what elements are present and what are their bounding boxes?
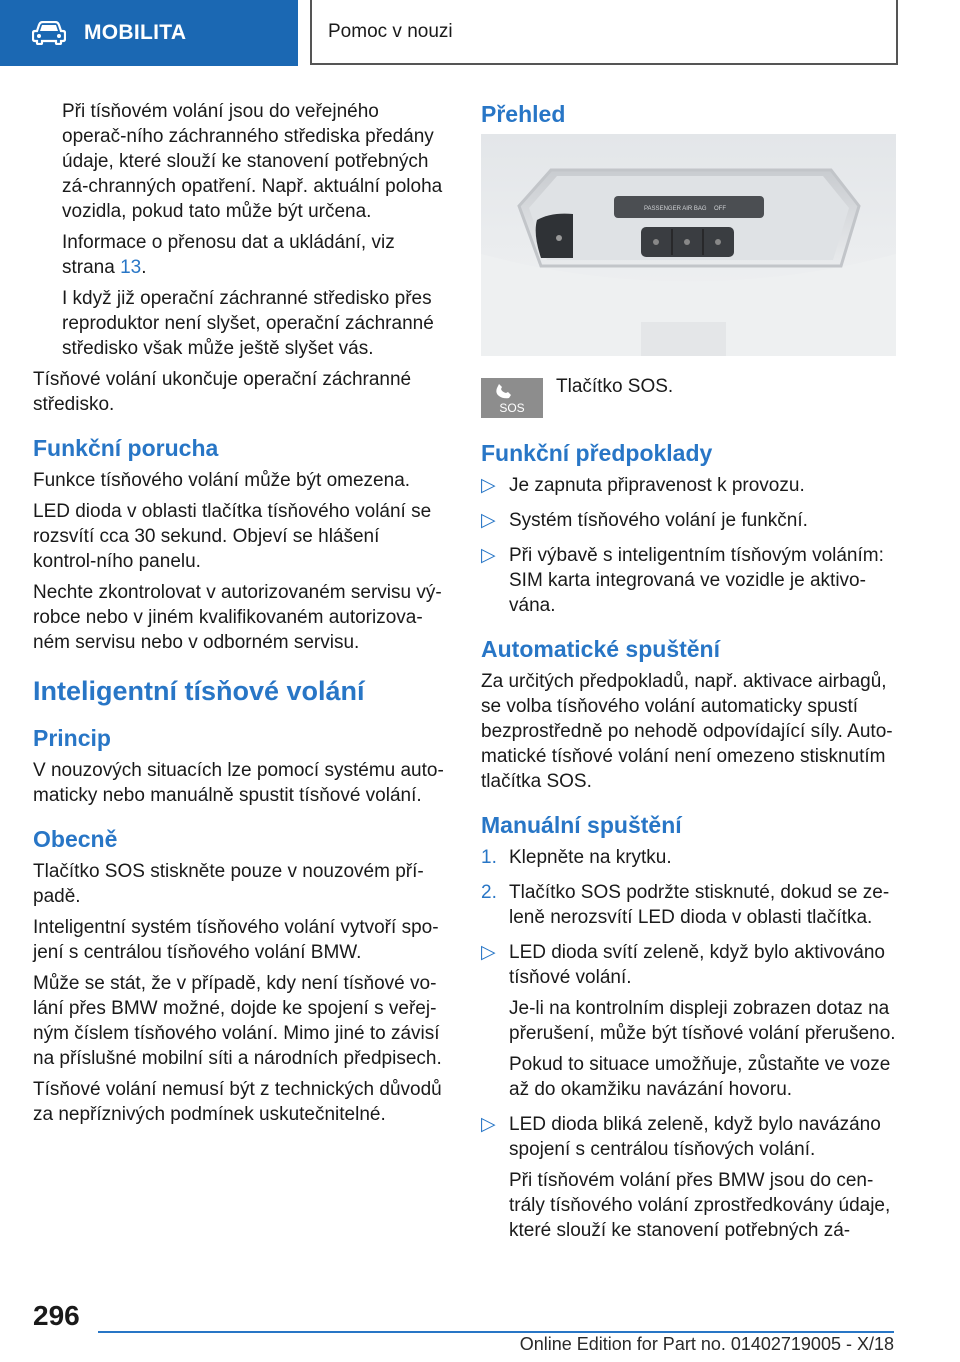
list-item-text: Systém tísňového volání je funkční. <box>509 510 808 531</box>
overhead-console-photo <box>481 134 896 356</box>
sos-legend <box>481 374 896 418</box>
sos-caption: Tlačítko SOS. <box>556 376 674 397</box>
paragraph: Při tísňovém volání jsou do veřejného operač-ního záchranného střediska předány údaje, které slouží ke stanovení potřebných zá-chranných opatření. Např. aktuální poloha vozidla, pokud tato může být určena. <box>62 101 443 222</box>
heading-automatic: Automatické spuštění <box>481 636 720 662</box>
sub-paragraph: Je-li na kontrolním displeji zobrazen dotaz na přerušení, může být tísňové volání přerušeno. <box>509 998 896 1044</box>
step-number: 2. <box>481 882 497 903</box>
list-item <box>481 880 896 930</box>
paragraph: Nechte zkontrolovat v autorizovaném servisu vý-robce nebo v jiném kvalifikovaném autorizova-ném servisu nebo v odborném servisu. <box>33 582 442 653</box>
photo-label: OFF <box>714 206 726 212</box>
heading-principle: Princip <box>33 725 111 751</box>
car-icon <box>32 21 66 45</box>
photo-label: PASSENGER AIR BAG <box>644 206 707 212</box>
heading-prerequisites: Funkční předpoklady <box>481 440 713 466</box>
list-item-text: LED dioda bliká zeleně, když bylo navázáno spojení s centrálou tísňových volání. <box>509 1114 881 1160</box>
heading-general: Obecně <box>33 826 118 852</box>
notes-list <box>481 940 896 1243</box>
paragraph: Tísňové volání nemusí být z technických důvodů za nepříznivých podmínek uskutečnitelné. <box>33 1079 442 1125</box>
footer-divider <box>98 1331 894 1333</box>
chapter-tab <box>310 0 898 65</box>
heading-overview: Přehled <box>481 101 566 127</box>
page-number: 296 <box>33 1300 80 1331</box>
paragraph: I když již operační záchranné středisko přes reproduktor není slyšet, operační záchranné středisko však může ještě slyšet vás. <box>62 288 434 359</box>
triangle-bullet-icon: ▷ <box>481 545 496 566</box>
list-item-text: Klepněte na krytku. <box>509 847 672 868</box>
paragraph: Funkce tísňového volání může být omezena. <box>33 470 411 491</box>
step-number: 1. <box>481 847 497 868</box>
paragraph: Za určitých předpokladů, např. aktivace airbagů, se volba tísňového volání automaticky spustí bezprostředně po nehodě odpovídající síly. Auto-matické tísňové volání není omezeno stisknutím tlačítka SOS. <box>481 671 893 792</box>
sub-paragraph: Při tísňovém volání přes BMW jsou do cen-trály tísňového volání zprostředkovány údaje, které slouží ke stanovení potřebných zá- <box>509 1170 891 1241</box>
list-item-text: Je zapnuta připravenost k provozu. <box>509 475 805 496</box>
list-item <box>481 508 896 533</box>
paragraph-text: Informace o přenosu dat a ukládání, viz strana <box>62 232 395 278</box>
edition-footer: Online Edition for Part no. 01402719005 - X/18 <box>519 1334 894 1354</box>
triangle-bullet-icon: ▷ <box>481 510 496 531</box>
chapter-title: Pomoc v nouzi <box>328 20 453 42</box>
paragraph-text: . <box>141 257 147 278</box>
left-column <box>33 99 448 1133</box>
list-item <box>481 940 896 1102</box>
section-tab <box>0 0 298 66</box>
paragraph: Tlačítko SOS stiskněte pouze v nouzovém pří-padě. <box>33 861 424 907</box>
paragraph: Může se stát, že v případě, kdy není tísňové vo-lání přes BMW možné, dojde ke spojení s veřej-ným číslem tísňového volání. Mimo jiné to závisí na příslušné mobilní síti a národních předpisech. <box>33 973 442 1069</box>
paragraph <box>33 230 448 280</box>
right-column <box>481 99 896 1253</box>
heading-manual: Manuální spuštění <box>481 812 682 838</box>
section-title: MOBILITA <box>84 21 187 44</box>
paragraph: Inteligentní systém tísňového volání vytvoří spo-jení s centrálou tísňového volání BMW. <box>33 917 439 963</box>
list-item <box>481 1112 896 1243</box>
heading-intelligent-call: Inteligentní tísňové volání <box>33 676 365 706</box>
list-item <box>481 845 896 870</box>
steps-list <box>481 845 896 930</box>
prerequisites-list <box>481 473 896 618</box>
triangle-bullet-icon: ▷ <box>481 942 496 963</box>
paragraph: Tísňové volání ukončuje operační záchranné středisko. <box>33 369 412 415</box>
list-item-text: Při výbavě s inteligentním tísňovým voláním: SIM karta integrovaná ve vozidle je aktivo-vána. <box>509 545 884 616</box>
heading-fault: Funkční porucha <box>33 435 219 461</box>
sub-paragraph: Pokud to situace umožňuje, zůstaňte ve voze až do okamžiku navázání hovoru. <box>509 1054 891 1100</box>
list-item-text: Tlačítko SOS podržte stisknuté, dokud se ze-leně nerozsvítí LED dioda v oblasti tlačítka. <box>509 882 890 928</box>
page-link[interactable]: 13 <box>120 257 142 278</box>
triangle-bullet-icon: ▷ <box>481 1114 496 1135</box>
sos-icon-text: SOS <box>499 401 525 415</box>
list-item-text: LED dioda svítí zeleně, když bylo aktivováno tísňové volání. <box>509 942 885 988</box>
paragraph: LED dioda v oblasti tlačítka tísňového volání se rozsvítí cca 30 sekund. Objeví se hlášení kontrol-ního panelu. <box>33 501 432 572</box>
paragraph: V nouzových situacích lze pomocí systému auto-maticky nebo manuálně spustit tísňové volání. <box>33 760 444 806</box>
triangle-bullet-icon: ▷ <box>481 475 496 496</box>
sos-button-icon <box>481 378 543 418</box>
list-item <box>481 543 896 618</box>
list-item <box>481 473 896 498</box>
